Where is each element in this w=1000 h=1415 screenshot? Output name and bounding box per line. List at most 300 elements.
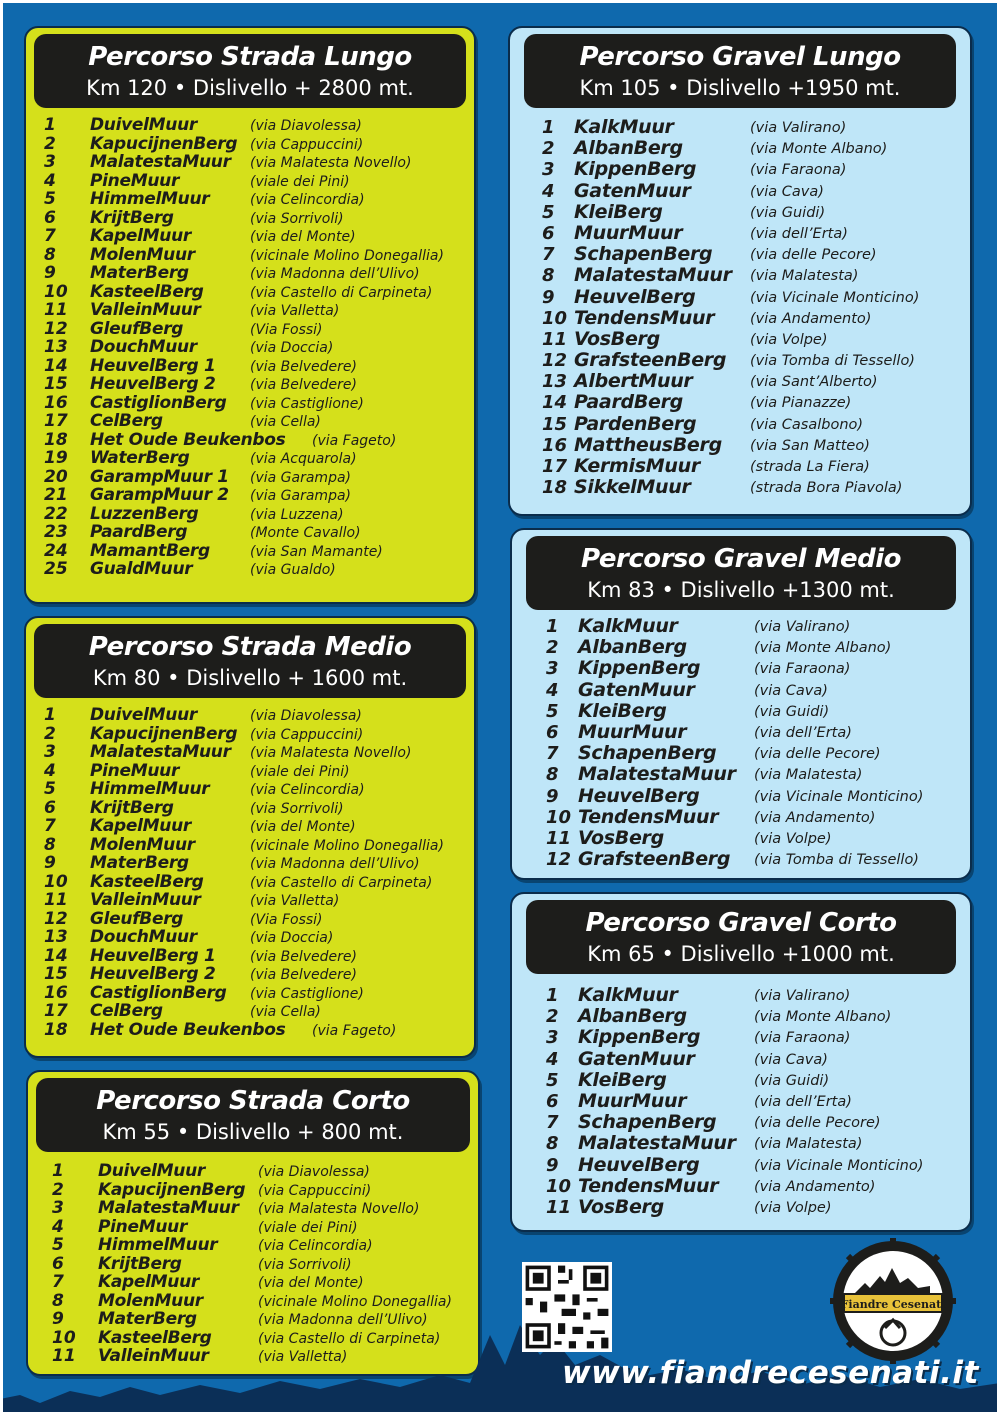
climb-row <box>514 849 970 870</box>
climb-name: AlbanBerg <box>574 137 683 160</box>
climb-street: (viale dei Pini) <box>250 763 350 780</box>
climb-street: (via Cava) <box>750 183 824 200</box>
climb-name: TendensMuur <box>578 1174 719 1197</box>
climb-street: (via dell’Erta) <box>754 724 852 741</box>
climb-row <box>26 1021 474 1040</box>
climb-street: (via Cappuccini) <box>258 1182 372 1199</box>
climb-number: 12 <box>44 318 68 339</box>
climb-row <box>26 560 474 579</box>
climb-row <box>26 190 474 209</box>
climb-name: GrafsteenBerg <box>578 848 731 871</box>
climb-name: KippenBerg <box>578 657 701 680</box>
climb-row <box>34 1236 478 1255</box>
climb-street: (via Diavolessa) <box>258 1164 370 1180</box>
climb-list <box>514 616 970 870</box>
climb-name: SchapenBerg <box>578 742 717 765</box>
climb-name: KippenBerg <box>578 1026 701 1049</box>
climb-street: (via Cella) <box>250 414 321 430</box>
climb-row <box>26 762 474 781</box>
climb-street: (via del Monte) <box>250 229 356 245</box>
climb-row <box>34 1273 478 1292</box>
climb-street: (via Vicinale Monticino) <box>754 1157 924 1174</box>
panel-header <box>36 1078 470 1152</box>
climb-row <box>26 1002 474 1021</box>
climb-street: (via Monte Albano) <box>754 1009 892 1026</box>
climb-street: (via Valirano) <box>754 988 851 1004</box>
climb-street: (via Castiglione) <box>250 395 364 412</box>
climb-street: (via Sorrivoli) <box>258 1256 352 1273</box>
climb-street: (via dell’Erta) <box>754 1093 852 1110</box>
climb-name: GrafsteenBerg <box>574 349 727 372</box>
climb-street: (via Faraona) <box>754 1030 851 1047</box>
climb-name: DouchMuur <box>90 337 197 357</box>
climb-row <box>26 505 474 524</box>
climb-row <box>514 985 970 1006</box>
climb-row <box>26 209 474 228</box>
climb-street: (via Acquarola) <box>250 451 357 467</box>
route-subtitle: Km 55 • Dislivello + 800 mt. <box>102 1120 404 1144</box>
logo-text: Fiandre Cesenati <box>840 1298 946 1311</box>
climb-street: (via dell’Erta) <box>750 225 848 242</box>
climb-street: (via Valirano) <box>750 120 847 136</box>
climb-number: 22 <box>44 503 68 524</box>
climb-number: 7 <box>44 226 56 246</box>
climb-number: 13 <box>44 337 68 357</box>
route-title: Percorso Strada Lungo <box>88 42 412 72</box>
climb-name: ValleinMuur <box>90 300 201 320</box>
climb-row <box>510 392 970 413</box>
climb-name: KleiBerg <box>578 1068 667 1091</box>
climb-row <box>26 486 474 505</box>
climb-name: GleufBerg <box>90 908 184 929</box>
climb-name: HimmelMuur <box>90 779 210 799</box>
climb-street: (via Cella) <box>250 1004 321 1020</box>
climb-row <box>26 965 474 984</box>
climb-row <box>26 412 474 431</box>
climb-street: (via Faraona) <box>754 661 851 678</box>
climb-street: (via Fageto) <box>312 432 397 449</box>
climb-name: SchapenBerg <box>574 243 713 266</box>
climb-street: (via Valirano) <box>754 619 851 635</box>
climb-row <box>514 1133 970 1154</box>
climb-number: 3 <box>546 1027 559 1049</box>
climb-number: 11 <box>52 1346 76 1366</box>
climb-number: 18 <box>44 1019 68 1040</box>
climb-street: (via Malatesta) <box>754 767 863 784</box>
climb-street: (via Volpe) <box>754 830 832 847</box>
climb-name: MalatestaMuur <box>574 264 732 287</box>
climb-name: KleiBerg <box>574 200 663 223</box>
climb-name: AlbertMuur <box>574 370 693 393</box>
climb-row <box>514 828 970 849</box>
climb-street: (via Casalbono) <box>750 416 864 433</box>
climb-name: GleufBerg <box>90 318 184 339</box>
climb-row <box>26 523 474 542</box>
climb-list <box>26 706 474 1039</box>
climb-row <box>514 722 970 743</box>
climb-row <box>510 159 970 180</box>
climb-number: 7 <box>546 743 559 765</box>
climb-street: (via Volpe) <box>750 331 828 348</box>
climb-name: DouchMuur <box>90 927 197 947</box>
route-title: Percorso Gravel Lungo <box>579 42 901 72</box>
climb-number: 9 <box>546 785 559 807</box>
climb-street: (via Castello di Carpineta) <box>258 1330 441 1347</box>
panel-header <box>34 624 466 698</box>
climb-name: MuurMuur <box>578 1089 687 1112</box>
climb-street: (via Valletta) <box>250 893 340 909</box>
climb-number: 2 <box>52 1179 64 1200</box>
climb-number: 4 <box>546 1048 559 1070</box>
climb-street: (via Vicinale Monticino) <box>754 788 924 805</box>
climb-street: (via del Monte) <box>250 819 356 835</box>
climb-row <box>510 181 970 202</box>
climb-row <box>26 320 474 339</box>
climb-name: Het Oude Beukenbos <box>90 1019 286 1040</box>
climb-number: 2 <box>546 1006 559 1028</box>
climb-number: 5 <box>546 1069 559 1091</box>
climb-street: (via Malatesta) <box>754 1136 863 1153</box>
climb-number: 4 <box>44 760 56 781</box>
climb-number: 10 <box>546 1175 572 1197</box>
climb-row <box>26 928 474 947</box>
climb-number: 9 <box>546 1154 559 1176</box>
climb-name: HeuvelBerg 2 <box>90 964 216 984</box>
climb-row <box>510 329 970 350</box>
climb-number: 3 <box>44 152 56 172</box>
climb-row <box>26 264 474 283</box>
climb-name: MalatestaMuur <box>90 742 231 762</box>
climb-street: (via Garampa) <box>250 488 351 504</box>
climb-number: 9 <box>44 263 56 283</box>
climb-street: (via delle Pecore) <box>754 746 881 763</box>
climb-street: (via Celincordia) <box>250 192 365 208</box>
climb-number: 4 <box>542 180 555 202</box>
climb-street: (vicinale Molino Donegallia) <box>250 837 444 854</box>
climb-street: (via Guidi) <box>750 204 826 221</box>
climb-street: (via Malatesta Novello) <box>250 745 412 761</box>
climb-number: 10 <box>52 1327 76 1348</box>
climb-number: 10 <box>44 281 68 302</box>
climb-number: 8 <box>52 1290 64 1311</box>
climb-number: 7 <box>546 1112 559 1134</box>
climb-street: (via Faraona) <box>750 162 847 179</box>
climb-street: (via Doccia) <box>250 340 334 356</box>
climb-street: (via Cava) <box>754 682 828 699</box>
climb-name: MolenMuur <box>90 244 195 265</box>
climb-row <box>34 1255 478 1274</box>
climb-row <box>26 431 474 450</box>
climb-row <box>26 246 474 265</box>
climb-street: (via Gualdo) <box>250 562 336 578</box>
climb-row <box>26 227 474 246</box>
climb-number: 18 <box>542 477 568 499</box>
climb-number: 11 <box>546 1196 572 1218</box>
climb-street: (via Volpe) <box>754 1199 832 1216</box>
climb-list <box>514 985 970 1218</box>
climb-row <box>26 338 474 357</box>
climb-name: KalkMuur <box>574 116 674 138</box>
climb-number: 9 <box>44 853 56 873</box>
climb-number: 1 <box>44 115 56 135</box>
climb-name: CelBerg <box>90 1001 163 1021</box>
qr-code-icon[interactable] <box>522 1262 612 1352</box>
climb-name: PaardBerg <box>574 391 683 414</box>
climb-name: MalatestaMuur <box>578 1132 736 1155</box>
climb-street: (via Diavolessa) <box>250 118 362 134</box>
climb-number: 2 <box>546 637 559 659</box>
climb-row <box>26 706 474 725</box>
climb-row <box>510 244 970 265</box>
climb-number: 17 <box>44 1001 68 1021</box>
climb-row <box>26 947 474 966</box>
climb-number: 3 <box>44 742 56 762</box>
climb-name: MolenMuur <box>98 1290 203 1311</box>
climb-row <box>514 1155 970 1176</box>
climb-number: 18 <box>44 429 68 450</box>
climb-number: 10 <box>546 806 572 828</box>
climb-street: (vicinale Molino Donegallia) <box>250 247 444 264</box>
climb-number: 11 <box>542 328 568 350</box>
climb-street: (via Pianazze) <box>750 395 852 412</box>
climb-name: CelBerg <box>90 411 163 431</box>
climb-number: 11 <box>546 827 572 849</box>
climb-number: 3 <box>546 658 559 680</box>
climb-street: (Via Fossi) <box>250 911 323 928</box>
climb-name: Het Oude Beukenbos <box>90 429 286 450</box>
climb-name: KalkMuur <box>578 615 678 637</box>
climb-number: 1 <box>546 616 559 637</box>
climb-list <box>26 116 474 579</box>
climb-name: KapelMuur <box>90 226 191 246</box>
climb-row <box>510 287 970 308</box>
climb-number: 6 <box>546 1090 559 1112</box>
climb-number: 2 <box>542 138 555 160</box>
climb-name: DuivelMuur <box>90 705 197 725</box>
climb-street: (via Monte Albano) <box>750 141 888 158</box>
climb-street: (via Tomba di Tessello) <box>754 852 919 869</box>
climb-name: MuurMuur <box>578 720 687 743</box>
route-subtitle: Km 83 • Dislivello +1300 mt. <box>587 578 895 602</box>
route-title: Percorso Strada Corto <box>96 1086 410 1116</box>
climb-row <box>510 265 970 286</box>
climb-row <box>514 1176 970 1197</box>
climb-name: VosBerg <box>578 826 664 849</box>
climb-street: (vicinale Molino Donegallia) <box>258 1293 452 1310</box>
climb-street: (via Sant’Alberto) <box>750 374 878 391</box>
climb-street: (via San Matteo) <box>750 437 870 454</box>
climb-name: HeuvelBerg <box>574 285 696 308</box>
panel-strada-medio <box>24 616 476 1058</box>
climb-row <box>510 371 970 392</box>
climb-street: (via Diavolessa) <box>250 708 362 724</box>
climb-number: 7 <box>52 1272 64 1292</box>
climb-street: (via Belvedere) <box>250 967 358 983</box>
climb-name: HeuvelBerg 1 <box>90 355 216 376</box>
climb-name: GatenMuur <box>574 179 691 202</box>
climb-row <box>514 1070 970 1091</box>
climb-number: 14 <box>44 945 68 966</box>
climb-row <box>510 202 970 223</box>
climb-name: KapelMuur <box>90 816 191 836</box>
climb-street: (via Garampa) <box>250 469 351 486</box>
climb-row <box>514 807 970 828</box>
climb-number: 8 <box>546 764 559 786</box>
climb-row <box>26 172 474 191</box>
climb-row <box>26 780 474 799</box>
climb-name: MattheusBerg <box>574 433 722 456</box>
climb-row <box>510 308 970 329</box>
climb-name: KapelMuur <box>98 1272 199 1292</box>
climb-number: 6 <box>542 222 555 244</box>
climb-number: 8 <box>44 244 56 265</box>
climb-row <box>26 283 474 302</box>
climb-row <box>510 414 970 435</box>
climb-name: KalkMuur <box>578 984 678 1006</box>
climb-street: (via Luzzena) <box>250 506 344 523</box>
climb-row <box>26 743 474 762</box>
climb-row <box>26 984 474 1003</box>
climb-street: (via Sorrivoli) <box>250 210 344 227</box>
climb-row <box>510 456 970 477</box>
climb-row <box>26 799 474 818</box>
climb-name: PaardBerg <box>90 522 188 542</box>
climb-name: WaterBerg <box>90 448 190 468</box>
climb-street: (via Belvedere) <box>250 948 358 965</box>
climb-street: (via Castello di Carpineta) <box>250 284 433 301</box>
climb-name: SikkelMuur <box>574 476 691 499</box>
climb-name: MaterBerg <box>98 1309 197 1329</box>
climb-number: 16 <box>44 982 68 1003</box>
route-subtitle: Km 120 • Dislivello + 2800 mt. <box>86 76 414 100</box>
climb-number: 19 <box>44 448 68 468</box>
climb-number: 8 <box>542 265 555 287</box>
route-title: Percorso Gravel Corto <box>585 908 897 938</box>
climb-row <box>514 1112 970 1133</box>
climb-number: 4 <box>546 679 559 701</box>
climb-row <box>510 435 970 456</box>
climb-row <box>26 854 474 873</box>
website-link[interactable]: www.fiandrecesenati.it <box>562 1355 979 1391</box>
climb-street: (via Madonna dell’Ulivo) <box>250 856 420 872</box>
climb-row <box>514 680 970 701</box>
climb-row <box>510 477 970 498</box>
climb-street: (via Malatesta Novello) <box>250 155 412 171</box>
climb-number: 15 <box>542 413 568 435</box>
climb-list <box>510 117 970 498</box>
climb-row <box>26 910 474 929</box>
climb-name: HeuvelBerg 1 <box>90 945 216 966</box>
panel-strada-lungo <box>24 26 476 604</box>
climb-row <box>510 223 970 244</box>
climb-number: 11 <box>44 300 68 320</box>
climb-name: HeuvelBerg <box>578 1153 700 1176</box>
climb-street: (via Cappuccini) <box>250 726 364 743</box>
climb-row <box>514 701 970 722</box>
climb-number: 10 <box>44 871 68 892</box>
climb-street: (via Castello di Carpineta) <box>250 874 433 891</box>
climb-row <box>514 743 970 764</box>
climb-name: CastiglionBerg <box>90 982 227 1003</box>
route-subtitle: Km 105 • Dislivello +1950 mt. <box>579 76 901 100</box>
climb-number: 3 <box>52 1198 64 1218</box>
climb-street: (via Madonna dell’Ulivo) <box>250 266 420 282</box>
climb-name: HeuvelBerg 2 <box>90 374 216 394</box>
climb-row <box>514 1027 970 1048</box>
climb-number: 13 <box>542 371 568 393</box>
climb-number: 17 <box>44 411 68 431</box>
climb-row <box>514 764 970 785</box>
climb-name: GualdMuur <box>90 559 193 579</box>
route-title: Percorso Gravel Medio <box>581 544 901 574</box>
climb-number: 2 <box>44 723 56 744</box>
climb-number: 16 <box>542 434 568 456</box>
climb-street: (via Castiglione) <box>250 985 364 1002</box>
climb-number: 6 <box>546 721 559 743</box>
climb-name: KrijtBerg <box>90 797 174 818</box>
climb-name: MaterBerg <box>90 263 189 283</box>
climb-street: (strada Bora Piavola) <box>750 480 903 497</box>
route-subtitle: Km 80 • Dislivello + 1600 mt. <box>92 666 408 690</box>
climb-street: (viale dei Pini) <box>250 173 350 190</box>
climb-number: 11 <box>44 890 68 910</box>
climb-number: 12 <box>542 350 568 372</box>
climb-row <box>26 357 474 376</box>
climb-number: 20 <box>44 466 68 487</box>
climb-street: (via Valletta) <box>258 1349 348 1365</box>
panel-header <box>34 34 466 108</box>
climb-street: (via Cappuccini) <box>250 136 364 153</box>
climb-number: 8 <box>44 834 56 855</box>
climb-number: 7 <box>542 244 555 266</box>
climb-number: 25 <box>44 559 68 579</box>
climb-number: 8 <box>546 1133 559 1155</box>
climb-street: (via Cava) <box>754 1051 828 1068</box>
climb-number: 13 <box>44 927 68 947</box>
climb-street: (via Belvedere) <box>250 358 358 375</box>
climb-row <box>514 1197 970 1218</box>
climb-street: (via Andamento) <box>754 809 876 826</box>
climb-number: 17 <box>542 456 568 477</box>
climb-name: SchapenBerg <box>578 1111 717 1134</box>
fiandre-cesenati-logo[interactable] <box>830 1238 956 1364</box>
climb-row <box>26 135 474 154</box>
climb-street: (via Valletta) <box>250 303 340 319</box>
climb-row <box>510 350 970 371</box>
route-title: Percorso Strada Medio <box>88 632 412 662</box>
climb-street: (via delle Pecore) <box>750 247 877 264</box>
climb-name: KapucijnenBerg <box>98 1179 246 1200</box>
climb-number: 6 <box>52 1253 64 1274</box>
climb-number: 16 <box>44 392 68 413</box>
climb-name: GarampMuur 2 <box>90 485 229 505</box>
climb-number: 21 <box>44 485 68 505</box>
climb-street: (Monte Cavallo) <box>250 525 361 541</box>
climb-name: MaterBerg <box>90 853 189 873</box>
climb-name: MolenMuur <box>90 834 195 855</box>
climb-name: ValleinMuur <box>98 1346 209 1366</box>
climb-name: DuivelMuur <box>98 1161 205 1181</box>
climb-name: GarampMuur 1 <box>90 466 229 487</box>
climb-row <box>26 153 474 172</box>
climb-name: HeuvelBerg <box>578 784 700 807</box>
climb-number: 23 <box>44 522 68 542</box>
climb-row <box>26 542 474 561</box>
climb-name: KleiBerg <box>578 699 667 722</box>
climb-street: (via del Monte) <box>258 1275 364 1291</box>
climb-number: 24 <box>44 540 68 561</box>
climb-name: PineMuur <box>90 170 180 191</box>
